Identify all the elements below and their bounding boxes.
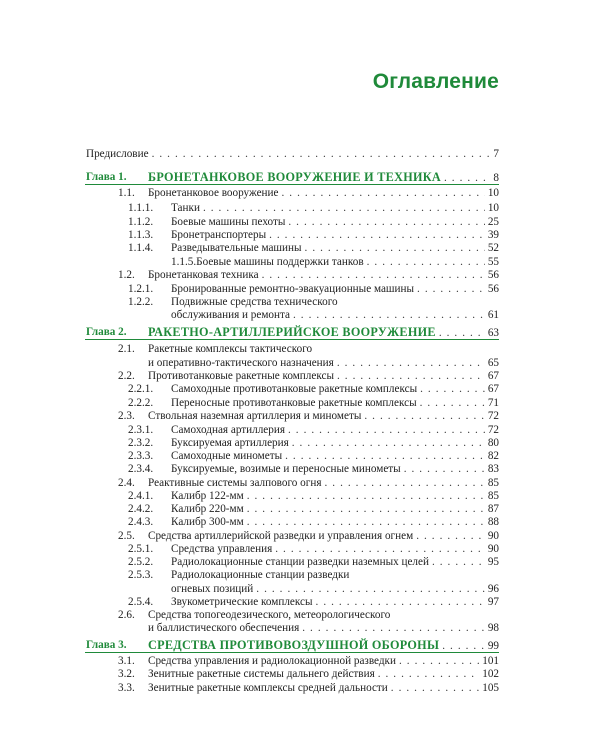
- toc-entry: [0, 620, 600, 636]
- page-number: 56: [487, 269, 499, 281]
- entry-number: 2.1.: [118, 343, 135, 355]
- entry-number: 2.5.3.: [128, 569, 154, 581]
- page-number: 72: [487, 424, 499, 436]
- entry-number: 2.5.: [118, 530, 135, 542]
- page-number: 102: [482, 668, 499, 680]
- entry-number: 2.3.1.: [128, 424, 154, 436]
- page-number: 63: [487, 327, 499, 339]
- page-number: 56: [487, 283, 499, 295]
- entry-title: Средства топогеодезического, метеорологического: [148, 609, 391, 621]
- page-number: 8: [493, 172, 499, 184]
- page-title: Оглавление: [372, 70, 499, 93]
- page-number: 72: [487, 410, 499, 422]
- entry-title: Средства управления: [171, 543, 273, 555]
- page-number: 87: [487, 503, 499, 515]
- entry-number: 2.3.2.: [128, 437, 154, 449]
- entry-number: 2.4.3.: [128, 516, 154, 528]
- page-number: 61: [487, 309, 499, 321]
- entry-title: обслуживания и ремонта: [171, 309, 291, 321]
- page-number: 52: [487, 242, 499, 254]
- page-number: 65: [487, 357, 499, 369]
- toc-entry: [0, 185, 600, 201]
- entry-number: 1.1.3.: [128, 229, 154, 241]
- entry-title: 1.1.5.Боевые машины поддержки танков: [171, 256, 364, 268]
- entry-title: Бронетанковая техника: [148, 269, 259, 281]
- entry-number: 1.2.2.: [128, 296, 154, 308]
- page-number: 83: [487, 463, 499, 475]
- page-number: 10: [487, 187, 499, 199]
- dot-leader: [302, 620, 485, 636]
- entry-title: Калибр 220-мм: [171, 503, 244, 515]
- entry-title: Самоходная артиллерия: [171, 424, 285, 436]
- entry-number: Глава 1.: [86, 171, 127, 183]
- entry-title: Разведывательные машины: [171, 242, 302, 254]
- entry-number: 2.5.2.: [128, 556, 154, 568]
- toc-entry: [0, 307, 600, 323]
- entry-number: 1.2.: [118, 269, 135, 281]
- entry-number: 1.2.1.: [128, 283, 154, 295]
- entry-title: Танки: [171, 202, 200, 214]
- entry-number: 1.1.2.: [128, 216, 154, 228]
- page-number: 97: [487, 596, 499, 608]
- dot-leader: [391, 680, 479, 696]
- chapter-entry: [0, 169, 600, 185]
- entry-title: Радиолокационные станции разведки: [171, 569, 350, 581]
- chapter-underline: [85, 339, 499, 340]
- entry-title: Подвижные средства технического: [171, 296, 338, 308]
- page-number: 82: [487, 450, 499, 462]
- entry-number: 2.5.4.: [128, 596, 154, 608]
- entry-number: 1.1.4.: [128, 242, 154, 254]
- entry-number: 2.4.1.: [128, 490, 154, 502]
- page-number: 105: [482, 682, 499, 694]
- entry-number: 1.1.: [118, 187, 135, 199]
- entry-number: 2.3.3.: [128, 450, 154, 462]
- entry-title: Калибр 122-мм: [171, 490, 244, 502]
- page-number: 85: [487, 490, 499, 502]
- entry-title: СРЕДСТВА ПРОТИВОВОЗДУШНОЙ ОБОРОНЫ: [148, 638, 440, 652]
- entry-number: 2.4.2.: [128, 503, 154, 515]
- entry-title: Буксируемые, возимые и переносные минометы: [171, 463, 401, 475]
- page-number: 71: [487, 397, 499, 409]
- entry-title: Самоходные минометы: [171, 450, 283, 462]
- page-number: 7: [493, 148, 499, 160]
- entry-number: 2.6.: [118, 609, 135, 621]
- entry-number: 2.2.1.: [128, 383, 154, 395]
- chapter-entry: [0, 637, 600, 653]
- entry-title: Ракетные комплексы тактического: [148, 343, 313, 355]
- entry-title: Предисловие: [86, 148, 149, 160]
- entry-title: Средства артиллерийской разведки и управления огнем: [148, 530, 414, 542]
- entry-number: Глава 3.: [86, 639, 127, 651]
- entry-number: 2.5.1.: [128, 543, 154, 555]
- toc-entry: [0, 680, 600, 696]
- entry-number: 3.1.: [118, 655, 135, 667]
- page-number: 88: [487, 516, 499, 528]
- page-number: 39: [487, 229, 499, 241]
- entry-title: и оперативно-тактического назначения: [148, 357, 334, 369]
- entry-title: Боевые машины пехоты: [171, 216, 286, 228]
- entry-title: Самоходные противотанковые ракетные комплексы: [171, 383, 418, 395]
- entry-number: 2.4.: [118, 477, 135, 489]
- entry-title: Зенитные ракетные системы дальнего действия: [148, 668, 375, 680]
- toc-entry: [0, 146, 600, 162]
- entry-number: 2.2.: [118, 370, 135, 382]
- entry-title: Противотанковые ракетные комплексы: [148, 370, 334, 382]
- page-number: 90: [487, 530, 499, 542]
- entry-title: Калибр 300-мм: [171, 516, 244, 528]
- chapter-entry: [0, 324, 600, 340]
- entry-title: Ствольная наземная артиллерия и минометы: [148, 410, 362, 422]
- entry-title: Бронетранспортеры: [171, 229, 267, 241]
- entry-title: Звукометрические комплексы: [171, 596, 313, 608]
- entry-title: Зенитные ракетные комплексы средней дальности: [148, 682, 388, 694]
- page-number: 10: [487, 202, 499, 214]
- entry-title: и баллистического обеспечения: [148, 622, 300, 634]
- page-number: 85: [487, 477, 499, 489]
- page-number: 95: [487, 556, 499, 568]
- page-number: 98: [487, 622, 499, 634]
- entry-number: 3.3.: [118, 682, 135, 694]
- entry-title: Бронированные ремонтно-эвакуационные машины: [171, 283, 415, 295]
- page-number: 67: [487, 370, 499, 382]
- page-number: 90: [487, 543, 499, 555]
- entry-number: 2.3.4.: [128, 463, 154, 475]
- entry-title: Реактивные системы залпового огня: [148, 477, 322, 489]
- entry-title: БРОНЕТАНКОВОЕ ВООРУЖЕНИЕ И ТЕХНИКА: [148, 170, 441, 184]
- page-number: 25: [487, 216, 499, 228]
- entry-title: РАКЕТНО-АРТИЛЛЕРИЙСКОЕ ВООРУЖЕНИЕ: [148, 325, 436, 339]
- page-number: 96: [487, 583, 499, 595]
- page-number: 101: [482, 655, 499, 667]
- entry-number: 1.1.1.: [128, 202, 154, 214]
- entry-number: Глава 2.: [86, 326, 127, 338]
- entry-title: Радиолокационные станции разведки наземных целей: [171, 556, 429, 568]
- page-number: 99: [487, 640, 499, 652]
- dot-leader: [293, 307, 485, 323]
- entry-title: Буксируемая артиллерия: [171, 437, 289, 449]
- entry-title: Бронетанковое вооружение: [148, 187, 279, 199]
- entry-title: огневых позиций: [171, 583, 254, 595]
- entry-title: Переносные противотанковые ракетные комплексы: [171, 397, 417, 409]
- dot-leader: [281, 185, 484, 201]
- page-number: 55: [487, 256, 499, 268]
- entry-number: 3.2.: [118, 668, 135, 680]
- page-number: 80: [487, 437, 499, 449]
- dot-leader: [152, 146, 491, 162]
- entry-number: 2.3.: [118, 410, 135, 422]
- page-number: 67: [487, 383, 499, 395]
- entry-title: Средства управления и радиолокационной разведки: [148, 655, 396, 667]
- entry-number: 2.2.2.: [128, 397, 154, 409]
